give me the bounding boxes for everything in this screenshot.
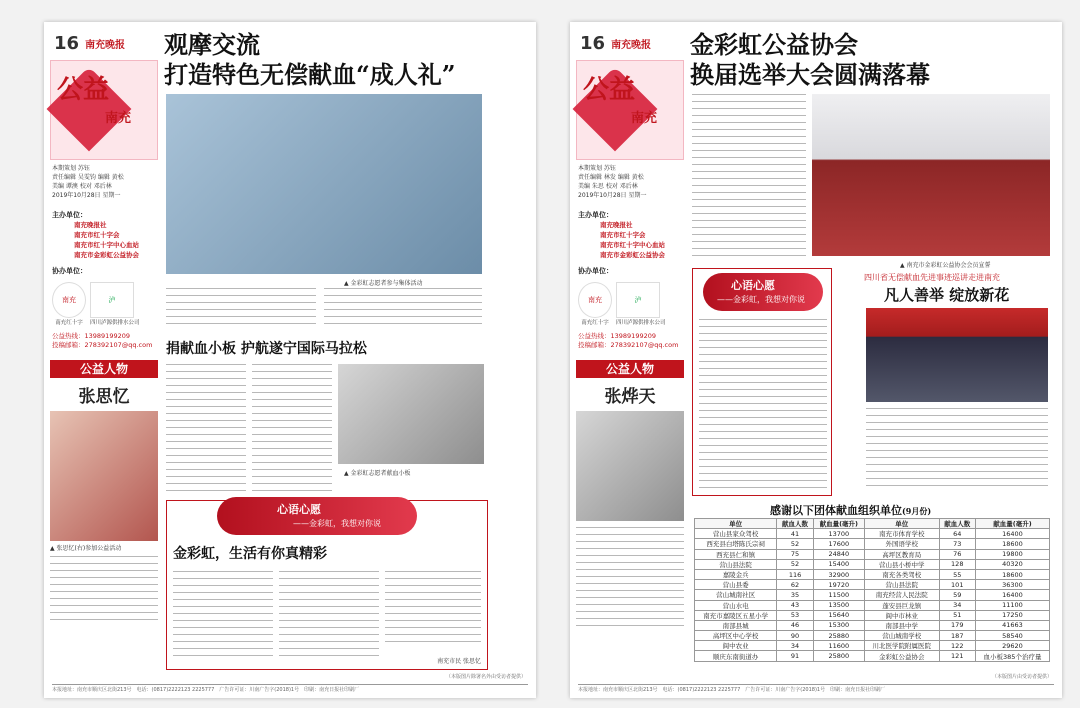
oath-photo — [812, 94, 1050, 256]
table-cell: 19800 — [975, 549, 1049, 559]
heart-wishes-banner — [703, 273, 823, 311]
table-cell: 南充经营人民法院 — [864, 590, 939, 600]
table-cell: 15400 — [813, 559, 864, 569]
heart-wishes-banner — [217, 497, 417, 535]
table-cell: 11100 — [975, 600, 1049, 610]
table-cell: 101 — [939, 580, 975, 590]
table-cell: 128 — [939, 559, 975, 569]
table-cell: 19720 — [813, 580, 864, 590]
table-row — [695, 580, 1050, 590]
table-row — [695, 569, 1050, 579]
red-cross-logo-icon: 南充 — [578, 282, 612, 318]
marathon-photo — [166, 94, 482, 274]
heart-wishes-title: 心语心愿 — [731, 279, 775, 292]
marathon-photo-caption: ▲ 金彩虹志愿者参与集体活动 — [344, 280, 423, 287]
person-name: 张烨天 — [604, 387, 656, 407]
table-cell: 营山县法院 — [864, 580, 939, 590]
table-cell: 血小板385个治疗量 — [975, 651, 1049, 661]
page-footer: 本报地址：南充市顺庆区北街213号 电话：(0817)2222123 2225777 广告许可证：川南广告字(2018)1号 印刷：南充日报社印刷厂 — [52, 684, 528, 692]
email: 投稿邮箱：278392107@qq.com — [52, 341, 153, 349]
banner-sub: 南充 — [105, 111, 132, 126]
table-row — [695, 600, 1050, 610]
credits — [576, 160, 684, 204]
water-company-logo-icon: 泸 — [616, 282, 660, 318]
heart-text-col3 — [385, 571, 481, 647]
table-cell: 36300 — [975, 580, 1049, 590]
table-row — [695, 549, 1050, 559]
table-title-main: 感谢以下团体献血组织单位 — [770, 504, 902, 517]
water-company-logo-icon: 泸 — [90, 282, 134, 318]
table-cell: 51 — [939, 610, 975, 620]
table-cell: 41663 — [975, 620, 1049, 630]
table-cell: 阆中市林业 — [864, 610, 939, 620]
table-cell: 南充各类驾校 — [864, 569, 939, 579]
table-cell: 11600 — [813, 641, 864, 651]
organizer: 南充晚报社 — [74, 221, 107, 229]
platelet-photo — [338, 364, 484, 464]
oath-photo-caption: ▲ 南充市金彩虹公益协会会员宣誓 — [900, 262, 991, 269]
award-headline: 凡人善举 绽放新花 — [884, 286, 1010, 304]
table-cell: 南部县中学 — [864, 620, 939, 630]
table-cell: 116 — [777, 569, 813, 579]
article-text-col1 — [166, 288, 316, 328]
column-banner — [50, 60, 158, 160]
column-header: 献血人数 — [777, 519, 813, 529]
award-article-text — [866, 408, 1048, 492]
organizer: 南充晚报社 — [600, 221, 633, 229]
table-cell: 90 — [777, 631, 813, 641]
table-cell: 43 — [777, 600, 813, 610]
right-page — [570, 22, 1062, 698]
credit-line: 本期策划 苏钰 — [578, 165, 616, 172]
column-header: 单位 — [695, 519, 777, 529]
table-cell: 75 — [777, 549, 813, 559]
credit-line: 2019年10月28日 星期一 — [578, 192, 647, 199]
table-cell: 25800 — [813, 651, 864, 661]
table-cell: 29620 — [975, 641, 1049, 651]
table-cell: 122 — [939, 641, 975, 651]
logo-caption: 南充红十字 — [581, 320, 609, 326]
table-cell: 川北医学院附属医院 — [864, 641, 939, 651]
banner-main: 公益 — [57, 75, 110, 105]
table-cell: 32900 — [813, 569, 864, 579]
table-cell: 15640 — [813, 610, 864, 620]
heart-wishes-title: 心语心愿 — [277, 503, 321, 516]
table-body — [695, 529, 1050, 661]
credit-line: 本期策划 苏钰 — [52, 165, 90, 172]
heart-wishes-subtitle: ——金彩虹，我想对你说 — [717, 295, 805, 304]
table-row — [695, 620, 1050, 630]
sponsor-logos — [576, 280, 684, 328]
table-cell: 62 — [777, 580, 813, 590]
table-cell: 营山县委 — [695, 580, 777, 590]
table-cell: 南部县城 — [695, 620, 777, 630]
heart-text-col1 — [173, 571, 273, 657]
logo-caption: 南充红十字 — [55, 320, 83, 326]
headline-line-1: 观摩交流 — [164, 30, 260, 59]
platelet-photo-caption: ▲ 金彩虹志愿者献血小板 — [344, 470, 411, 477]
table-row — [695, 590, 1050, 600]
heart-wishes-subtitle: ——金彩虹，我想对你说 — [293, 519, 381, 528]
table-cell: 营山县家众驾校 — [695, 529, 777, 539]
table-cell: 64 — [939, 529, 975, 539]
contact-info — [50, 328, 158, 354]
article-text-col2 — [324, 288, 482, 328]
credit-line: 2019年10月28日 星期一 — [52, 192, 121, 199]
table-cell: 40320 — [975, 559, 1049, 569]
table-cell: 南充市体育学校 — [864, 529, 939, 539]
column-header: 单位 — [864, 519, 939, 529]
heart-text — [699, 319, 827, 489]
organizer: 南充市金彩虹公益协会 — [600, 251, 665, 259]
award-kicker: 四川省无偿献血先进事迹巡讲走进南充 — [864, 273, 1000, 282]
headline — [690, 30, 930, 90]
table-cell: 西充县仁和镇 — [695, 549, 777, 559]
table-cell: 52 — [777, 539, 813, 549]
headline-line-1: 金彩虹公益协会 — [690, 30, 858, 59]
table-row — [695, 651, 1050, 661]
logo-caption: 四川泸源供排水公司 — [90, 320, 140, 326]
election-article-text — [692, 94, 806, 256]
table-cell: 16400 — [975, 529, 1049, 539]
heart-wishes-box — [692, 268, 832, 496]
assist-title: 协办单位： — [578, 267, 613, 275]
table-row — [695, 539, 1050, 549]
table-cell: 53 — [777, 610, 813, 620]
organizer-title: 主办单位： — [52, 211, 87, 219]
table-cell: 73 — [939, 539, 975, 549]
table-cell: 蓬安县巨龙镇 — [864, 600, 939, 610]
table-cell: 外国语学校 — [864, 539, 939, 549]
column-header: 献血人数 — [939, 519, 975, 529]
table-cell: 34 — [777, 641, 813, 651]
table-header-row — [695, 519, 1050, 529]
banner-main: 公益 — [583, 75, 636, 105]
table-cell: 金彩虹公益协会 — [864, 651, 939, 661]
table-cell: 52 — [777, 559, 813, 569]
newspaper-logo: 南充晚报 — [611, 39, 652, 51]
subheadline: 捐献血小板 护航遂宁国际马拉松 — [166, 341, 367, 357]
person-photo-caption: ▲ 张思忆(右)参加公益活动 — [50, 545, 122, 552]
table-cell: 179 — [939, 620, 975, 630]
organizer: 南充市红十字中心血站 — [74, 241, 139, 249]
person-photo — [50, 411, 158, 541]
table-cell: 18600 — [975, 539, 1049, 549]
person-photo — [576, 411, 684, 521]
person-story-text — [50, 556, 158, 626]
credit-line: 美编 谭澳 校对 邓后林 — [52, 183, 112, 190]
hotline: 公益热线：13989199209 — [52, 332, 130, 340]
column-header: 献血量(毫升) — [813, 519, 864, 529]
assist-title: 协办单位： — [52, 267, 87, 275]
table-cell: 西充县白塔陈氏宗祠 — [695, 539, 777, 549]
credits — [50, 160, 158, 204]
person-banner: 公益人物 — [50, 360, 158, 378]
page-number: 16 — [54, 32, 80, 54]
marathon-text-col1 — [166, 364, 246, 492]
table-row — [695, 610, 1050, 620]
credit-line: 责任编辑 林发 编辑 黄松 — [578, 174, 644, 181]
credit-line: 美编 朱思 校对 邓后林 — [578, 183, 638, 190]
table-cell: 18600 — [975, 569, 1049, 579]
table-cell: 15300 — [813, 620, 864, 630]
table-cell: 24840 — [813, 549, 864, 559]
table-cell: 11500 — [813, 590, 864, 600]
marathon-text-col2 — [252, 364, 332, 492]
column-banner — [576, 60, 684, 160]
table-cell: 16400 — [975, 590, 1049, 600]
table-cell: 营山县小桥中学 — [864, 559, 939, 569]
heart-headline: 金彩虹，生活有你真精彩 — [173, 546, 327, 562]
table-row — [695, 631, 1050, 641]
organizer: 南充市红十字中心血站 — [600, 241, 665, 249]
table-cell: 13700 — [813, 529, 864, 539]
table-title-sub: (9月份) — [902, 506, 932, 516]
contact-info — [576, 328, 684, 354]
organizer: 南充市金彩虹公益协会 — [74, 251, 139, 259]
table-cell: 59 — [939, 590, 975, 600]
table-title — [770, 502, 931, 518]
headline — [164, 30, 456, 90]
table-cell: 35 — [777, 590, 813, 600]
table-cell: 76 — [939, 549, 975, 559]
table-cell: 营山水电 — [695, 600, 777, 610]
table-cell: 41 — [777, 529, 813, 539]
logo-caption: 四川泸源供排水公司 — [616, 320, 666, 326]
table-cell: 91 — [777, 651, 813, 661]
award-hall-photo — [866, 308, 1048, 402]
table-cell: 高坪区中心学校 — [695, 631, 777, 641]
credit-line: 责任编辑 吴雯钧 编辑 黄松 — [52, 174, 124, 181]
column-header: 献血量(毫升) — [975, 519, 1049, 529]
table-cell: 121 — [939, 651, 975, 661]
page-header — [580, 28, 651, 58]
table-cell: 嘉陵金兵 — [695, 569, 777, 579]
page-footer: 本报地址：南充市顺庆区北街213号 电话：(0817)2222123 2225777 广告许可证：川南广告字(2018)1号 印刷：南充日报社印刷厂 — [578, 684, 1054, 692]
banner-sub: 南充 — [631, 111, 658, 126]
table-cell: 营山县法院 — [695, 559, 777, 569]
organizer-list — [50, 220, 158, 260]
organizer: 南充市红十字会 — [74, 231, 120, 239]
heart-author: 南充市民 张思忆 — [437, 658, 481, 665]
table-cell: 17600 — [813, 539, 864, 549]
table-cell: 营山城南社区 — [695, 590, 777, 600]
photo-credit-note: （本版图片由受访者提供） — [991, 674, 1052, 680]
table-cell: 13500 — [813, 600, 864, 610]
page-header — [54, 28, 125, 58]
table-cell: 58540 — [975, 631, 1049, 641]
sponsor-logos — [50, 280, 158, 328]
headline-line-2: 换届选举大会圆满落幕 — [690, 60, 930, 89]
organizer-list — [576, 220, 684, 260]
donation-table — [694, 518, 1050, 662]
table-cell: 25880 — [813, 631, 864, 641]
newspaper-logo: 南充晚报 — [85, 39, 126, 51]
heart-text-col2 — [279, 571, 379, 657]
organizer-title: 主办单位： — [578, 211, 613, 219]
table-row — [695, 641, 1050, 651]
person-banner: 公益人物 — [576, 360, 684, 378]
right-sidebar — [576, 60, 684, 668]
table-cell: 34 — [939, 600, 975, 610]
table-cell: 顺庆东南街道办 — [695, 651, 777, 661]
table-row — [695, 529, 1050, 539]
headline-line-2: 打造特色无偿献血“成人礼” — [164, 60, 456, 89]
person-story-text — [576, 527, 684, 627]
table-row — [695, 559, 1050, 569]
table-cell: 阆中农业 — [695, 641, 777, 651]
table-cell: 187 — [939, 631, 975, 641]
left-sidebar — [50, 60, 158, 668]
table-cell: 17250 — [975, 610, 1049, 620]
table-cell: 高坪区教育局 — [864, 549, 939, 559]
photo-credit-note: （本版图片除署名外由受访者提供） — [445, 674, 526, 680]
page-number: 16 — [580, 32, 606, 54]
table-cell: 南充市嘉陵区五星小学 — [695, 610, 777, 620]
person-name: 张思忆 — [78, 387, 130, 407]
heart-wishes-box — [166, 500, 488, 670]
table-cell: 46 — [777, 620, 813, 630]
red-cross-logo-icon: 南充 — [52, 282, 86, 318]
table-cell: 营山城南学校 — [864, 631, 939, 641]
table-cell: 55 — [939, 569, 975, 579]
left-page — [44, 22, 536, 698]
organizer: 南充市红十字会 — [600, 231, 646, 239]
email: 投稿邮箱：278392107@qq.com — [578, 341, 679, 349]
hotline: 公益热线：13989199209 — [578, 332, 656, 340]
